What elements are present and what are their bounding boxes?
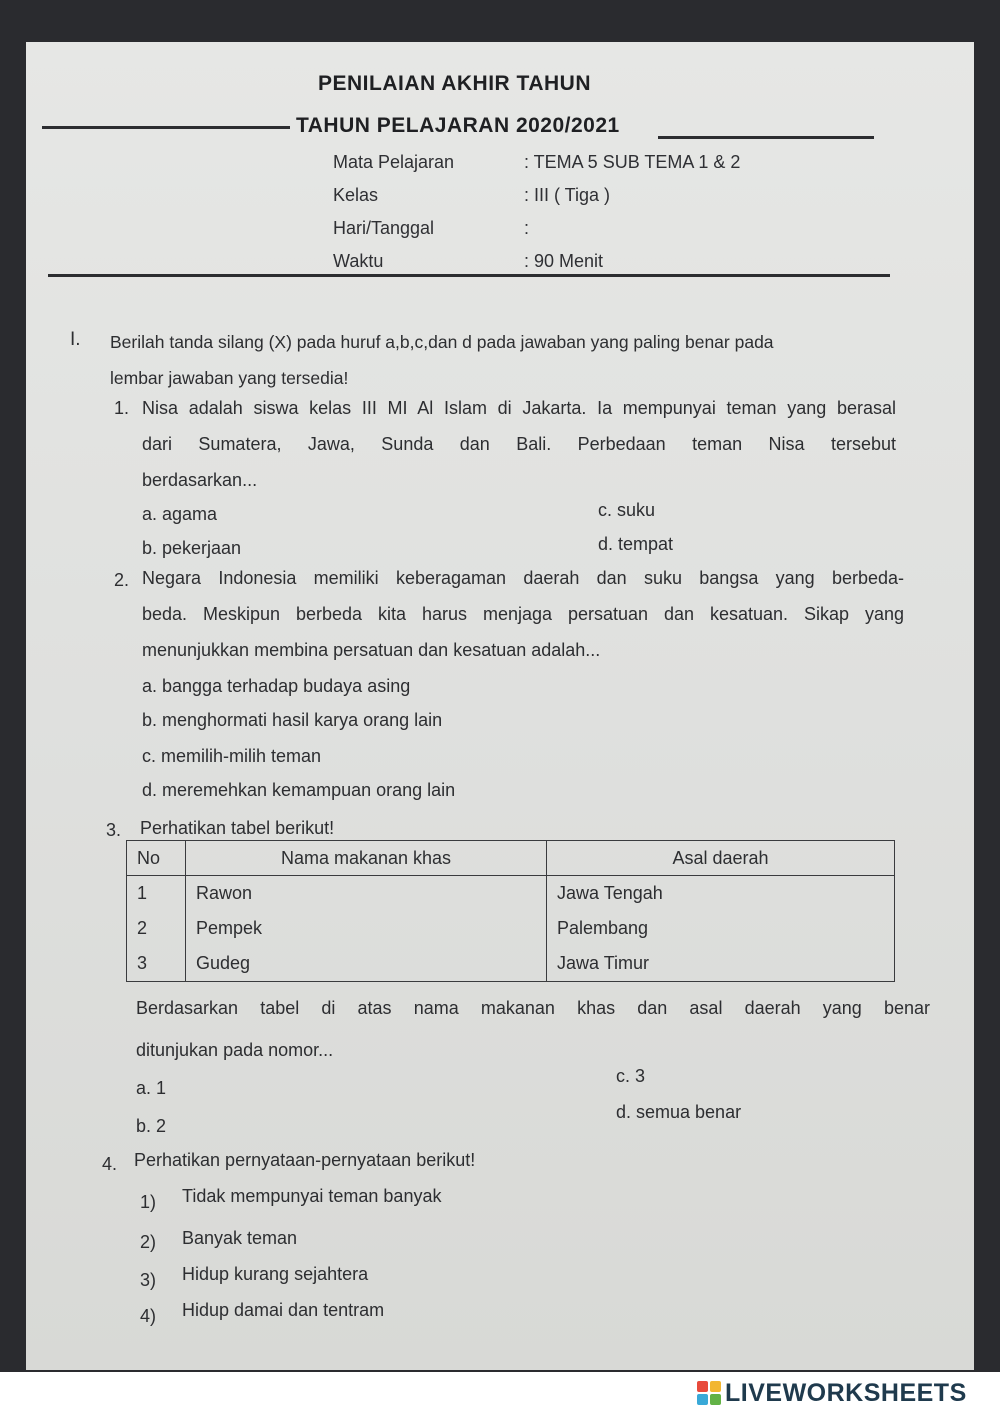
q3-intro: Perhatikan tabel berikut! [140,818,335,838]
meta-value-date: : [524,218,530,238]
q4-statement-text: Banyak teman [182,1228,298,1248]
q1-line-2: dari Sumatera, Jawa, Sunda dan Bali. Perbedaan teman Nisa tersebut [142,434,896,454]
table-cell-origin: Palembang [547,911,895,946]
header-rule-left [42,126,290,129]
table-row [127,911,895,946]
table-cell-no: 2 [127,911,186,946]
meta-label-date: Hari/Tanggal [333,218,435,238]
section-number: I. [70,329,81,350]
school-year: TAHUN PELAJARAN 2020/2021 [296,114,620,137]
worksheet-page [26,42,974,1370]
q2-option-c: c. memilih-milih teman [142,746,322,766]
q3-question-line-2: ditunjukan pada nomor... [136,1040,334,1060]
table-cell-food: Pempek [186,911,547,946]
instruction-line-2: lembar jawaban yang tersedia! [110,368,349,388]
q1-option-c: c. suku [598,500,656,520]
q1-option-d: d. tempat [598,534,674,554]
q3-option-c: c. 3 [616,1066,646,1086]
table-header-no: No [127,841,186,876]
q4-statement-num: 1) [140,1192,157,1212]
q4-intro: Perhatikan pernyataan-pernyataan berikut! [134,1150,476,1170]
table-row [127,876,895,912]
q2-option-b: b. menghormati hasil karya orang lain [142,710,443,730]
q3-option-d: d. semua benar [616,1102,742,1122]
q1-line-3: berdasarkan... [142,470,258,490]
exam-title: PENILAIAN AKHIR TAHUN [318,72,591,95]
table-cell-food: Gudeg [186,946,547,982]
q3-option-a: a. 1 [136,1078,167,1098]
meta-label-class: Kelas [333,185,379,205]
meta-value-time: : 90 Menit [524,251,604,271]
q2-line-3: menunjukkan membina persatuan dan kesatuan adalah... [142,640,601,660]
meta-value-subject: : TEMA 5 SUB TEMA 1 & 2 [524,152,741,172]
q1-line-1: Nisa adalah siswa kelas III MI Al Islam di Jakarta. Ia mempunyai teman yang berasal [142,398,896,418]
q2-number: 2. [114,570,130,590]
q1-option-a: a. agama [142,504,218,524]
instruction-line-1: Berilah tanda silang (X) pada huruf a,b,c,dan d pada jawaban yang paling benar pada [110,332,774,352]
q4-number: 4. [102,1154,118,1174]
table-header-food: Nama makanan khas [186,841,547,876]
q3-number: 3. [106,820,122,840]
q1-number: 1. [114,398,130,418]
q2-line-2: beda. Meskipun berbeda kita harus menjaga persatuan dan kesatuan. Sikap yang [142,604,904,624]
table-row [127,946,895,982]
q2-option-a: a. bangga terhadap budaya asing [142,676,411,696]
header-rule-right [658,136,874,139]
table-cell-no: 3 [127,946,186,982]
q4-statement-num: 4) [140,1306,157,1326]
q4-statement-num: 3) [140,1270,157,1290]
table-header-origin: Asal daerah [547,841,895,876]
table-header-row [127,841,895,876]
q4-statement-num: 2) [140,1232,157,1252]
q2-line-1: Negara Indonesia memiliki keberagaman daerah dan suku bangsa yang berbeda- [142,568,904,588]
q1-option-b: b. pekerjaan [142,538,242,558]
table-cell-food: Rawon [186,876,547,912]
q2-option-d: d. meremehkan kemampuan orang lain [142,780,456,800]
meta-value-class: : III ( Tiga ) [524,185,611,205]
liveworksheets-wordmark: LIVEWORKSHEETS [725,1378,967,1407]
meta-label-time: Waktu [333,251,384,271]
q3-question-line-1: Berdasarkan tabel di atas nama makanan khas dan asal daerah yang benar [136,998,930,1018]
meta-label-subject: Mata Pelajaran [333,152,455,172]
food-origin-table [126,840,895,982]
q4-statement-text: Hidup kurang sejahtera [182,1264,369,1284]
table-cell-origin: Jawa Tengah [547,876,895,912]
q4-statement-text: Hidup damai dan tentram [182,1300,385,1320]
table-cell-origin: Jawa Timur [547,946,895,982]
liveworksheets-logo [697,1376,967,1410]
table-cell-no: 1 [127,876,186,912]
meta-divider [48,274,890,277]
liveworksheets-logo-icon [697,1381,721,1405]
q3-option-b: b. 2 [136,1116,167,1136]
q4-statement-text: Tidak mempunyai teman banyak [182,1186,442,1206]
